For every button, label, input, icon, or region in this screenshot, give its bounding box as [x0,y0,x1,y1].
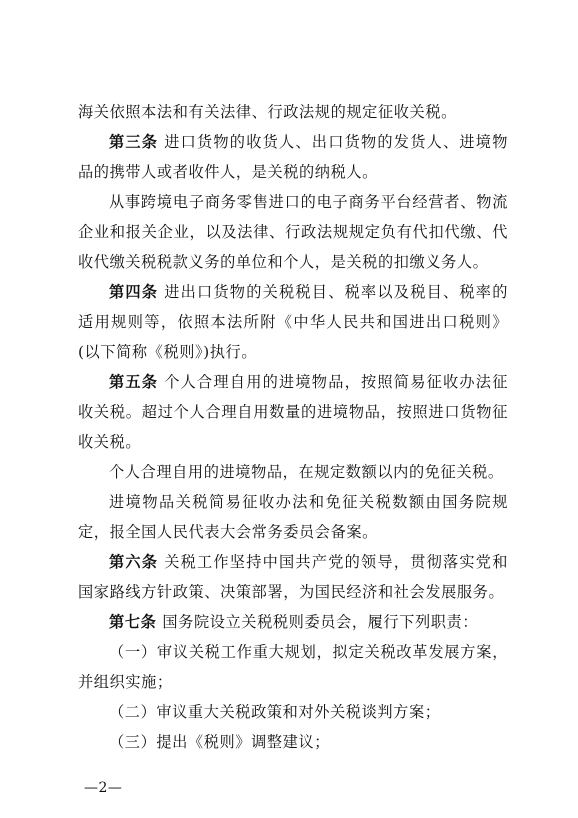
paragraph-text: 个人合理自用的进境物品，按照简易征收办法征收关税。超过个人合理自用数量的进境物品，按照进口货物征收关税。 [78,373,508,451]
paragraph-1 [78,97,508,127]
paragraph-item-3 [78,727,508,757]
paragraph-article-4 [78,277,508,367]
paragraph-6 [78,457,508,487]
article-heading: 第七条 [109,613,157,631]
page-number: —2— [84,780,123,796]
paragraph-7 [78,487,508,547]
paragraph-text: 海关依照本法和有关法律、行政法规的规定征收关税。 [78,103,457,121]
paragraph-text: 关税工作坚持中国共产党的领导，贯彻落实党和国家路线方针政策、决策部署，为国民经济和社会发展服务。 [78,553,508,601]
article-heading: 第三条 [109,133,159,151]
paragraph-text: 进口货物的收货人、出口货物的发货人、进境物品的携带人或者收件人，是关税的纳税人。 [78,133,508,181]
article-heading: 第四条 [109,283,159,301]
paragraph-text: 进境物品关税简易征收办法和免征关税数额由国务院规定，报全国人民代表大会常务委员会备案。 [78,493,508,541]
paragraph-text: 从事跨境电子商务零售进口的电子商务平台经营者、物流企业和报关企业，以及法律、行政法规规定负有代扣代缴、代收代缴关税税款义务的单位和个人，是关税的扣缴义务人。 [78,193,508,271]
paragraph-item-1 [78,637,508,697]
paragraph-article-6 [78,547,508,607]
paragraph-article-7 [78,607,508,637]
paragraph-article-5 [78,367,508,457]
article-heading: 第六条 [109,553,159,571]
paragraph-article-3 [78,127,508,187]
paragraph-3 [78,187,508,277]
paragraph-text: （三）提出《税则》调整建议； [109,733,331,751]
paragraph-text: 个人合理自用的进境物品，在规定数额以内的免征关税。 [109,463,504,481]
article-heading: 第五条 [109,373,159,391]
paragraph-text: 国务院设立关税税则委员会，履行下列职责： [162,613,479,631]
paragraph-text: （二）审议重大关税政策和对外关税谈判方案； [109,703,441,721]
paragraph-text: （一）审议关税工作重大规划，拟定关税改革发展方案，并组织实施； [78,643,508,691]
paragraph-item-2 [78,697,508,727]
paragraph-text: 进出口货物的关税税目、税率以及税目、税率的适用规则等，依照本法所附《中华人民共和国进出口税则》(以下简称《税则》)执行。 [78,283,508,361]
